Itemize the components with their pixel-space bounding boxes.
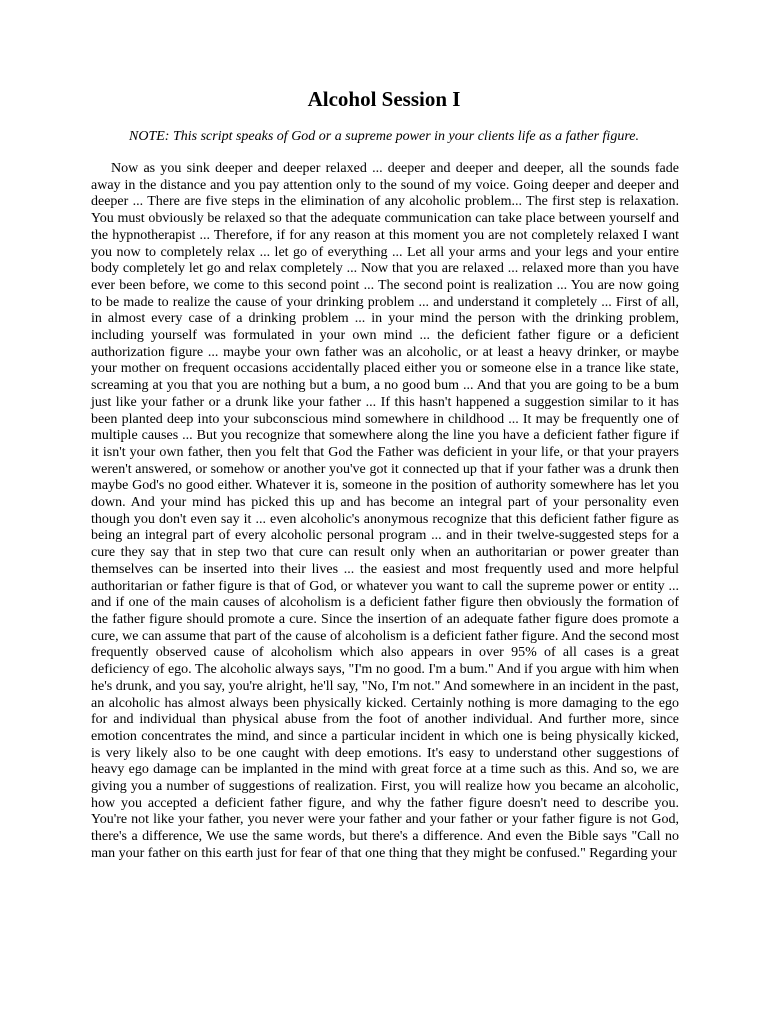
script-note: NOTE: This script speaks of God or a supreme power in your clients life as a father figure. — [129, 129, 639, 144]
script-body-paragraph: Now as you sink deeper and deeper relaxed ... deeper and deeper and deeper, all the sounds fade away in the distance and you pay attention only to the sound of my voice. Going deeper and deeper and deeper ... There are five steps in the elimination of any alcoholic problem... The first step is relaxation. You must obviously be relaxed so that the adequate communication can take place between yourself and the hypnotherapist ... Therefore, if for any reason at this moment you are not completely relaxed I want you now to completely relax ... let go of everything ... Let all your arms and your legs and your entire body completely let go and relax completely ... Now that you are relaxed ... relaxed more than you have ever been before, we come to this second point ... The second point is realization ... You are now going to be made to realize the cause of your drinking problem ... and understand it completely ... First of all, in almost every case of a drinking problem ... in your mind the person with the drinking problem, including yourself was formulated in your own mind ... the deficient father figure or a deficient authorization figure ... maybe your own father was an alcoholic, or at least a heavy drinker, or maybe your mother on frequent occasions accidentally placed either you or someone else in a trance like state, screaming at you that you are nothing but a bum, a no good bum ... And that you are going to be a bum just like your father or a drunk like your father ... If this hasn't happened a suggestion similar to it has been planted deep into your subconscious mind somewhere in childhood ... It may be frequently one of multiple causes ... But you recognize that somewhere along the line you have a deficient father figure if it isn't your own father, then you felt that God the Father was deficient in your life, or that your prayers weren't answered, or somehow or another you've got it connected up that if your father was a drunk then maybe God's no good either. Whatever it is, someone in the position of authority somewhere has let you down. And your mind has picked this up and has become an integral part of your personality even though you don't even say it ... even alcoholic's anonymous recognize that this deficient father figure as being an integral part of every alcoholic personal program ... and in their twelve-suggested steps for a cure they say that in step two that cure can result only when an authoritarian or power greater than themselves can be inserted into their lives ... the easiest and most frequently used and more helpful authoritarian or father figure is that of God, or whatever you want to call the supreme power or entity ... and if one of the main causes of alcoholism is a deficient father figure then obviously the formation of the father figure should promote a cure. Since the insertion of an adequate father figure does promote a cure, we can assume that part of the cause of alcoholism is a deficient father figure. And the second most frequently observed cause of alcoholism which also appears in over 95% of all cases is a great deficiency of ego. The alcoholic always says, "I'm no good. I'm a bum." And if you argue with him when he's drunk, and you say, you're alright, he'll say, "No, I'm not." And somewhere in an incident in the past, an alcoholic has almost always been physically kicked. Certainly nothing is more damaging to the ego for and individual than physical abuse from the foot of another individual. And further more, since emotion concentrates the mind, and since a particular incident in which one is being physically kicked, is very likely also to be one caught with deep emotions. It's easy to understand other suggestions of heavy ego damage can be implanted in the mind with great force at a time such as this. And so, we are giving you a number of suggestions of realization. First, you will realize how you became an alcoholic, how you accepted a deficient father figure, and why the father figure doesn't need to describe you. You're not like your father, you never were your father and your father or your father figure is not God, there's a difference, We use the same words, but there's a difference. And even the Bible says "Call no man your father on this earth just for fear of that one thing that they might be confused." Regarding your — [91, 161, 679, 861]
document-title: Alcohol Session I — [307, 87, 461, 111]
